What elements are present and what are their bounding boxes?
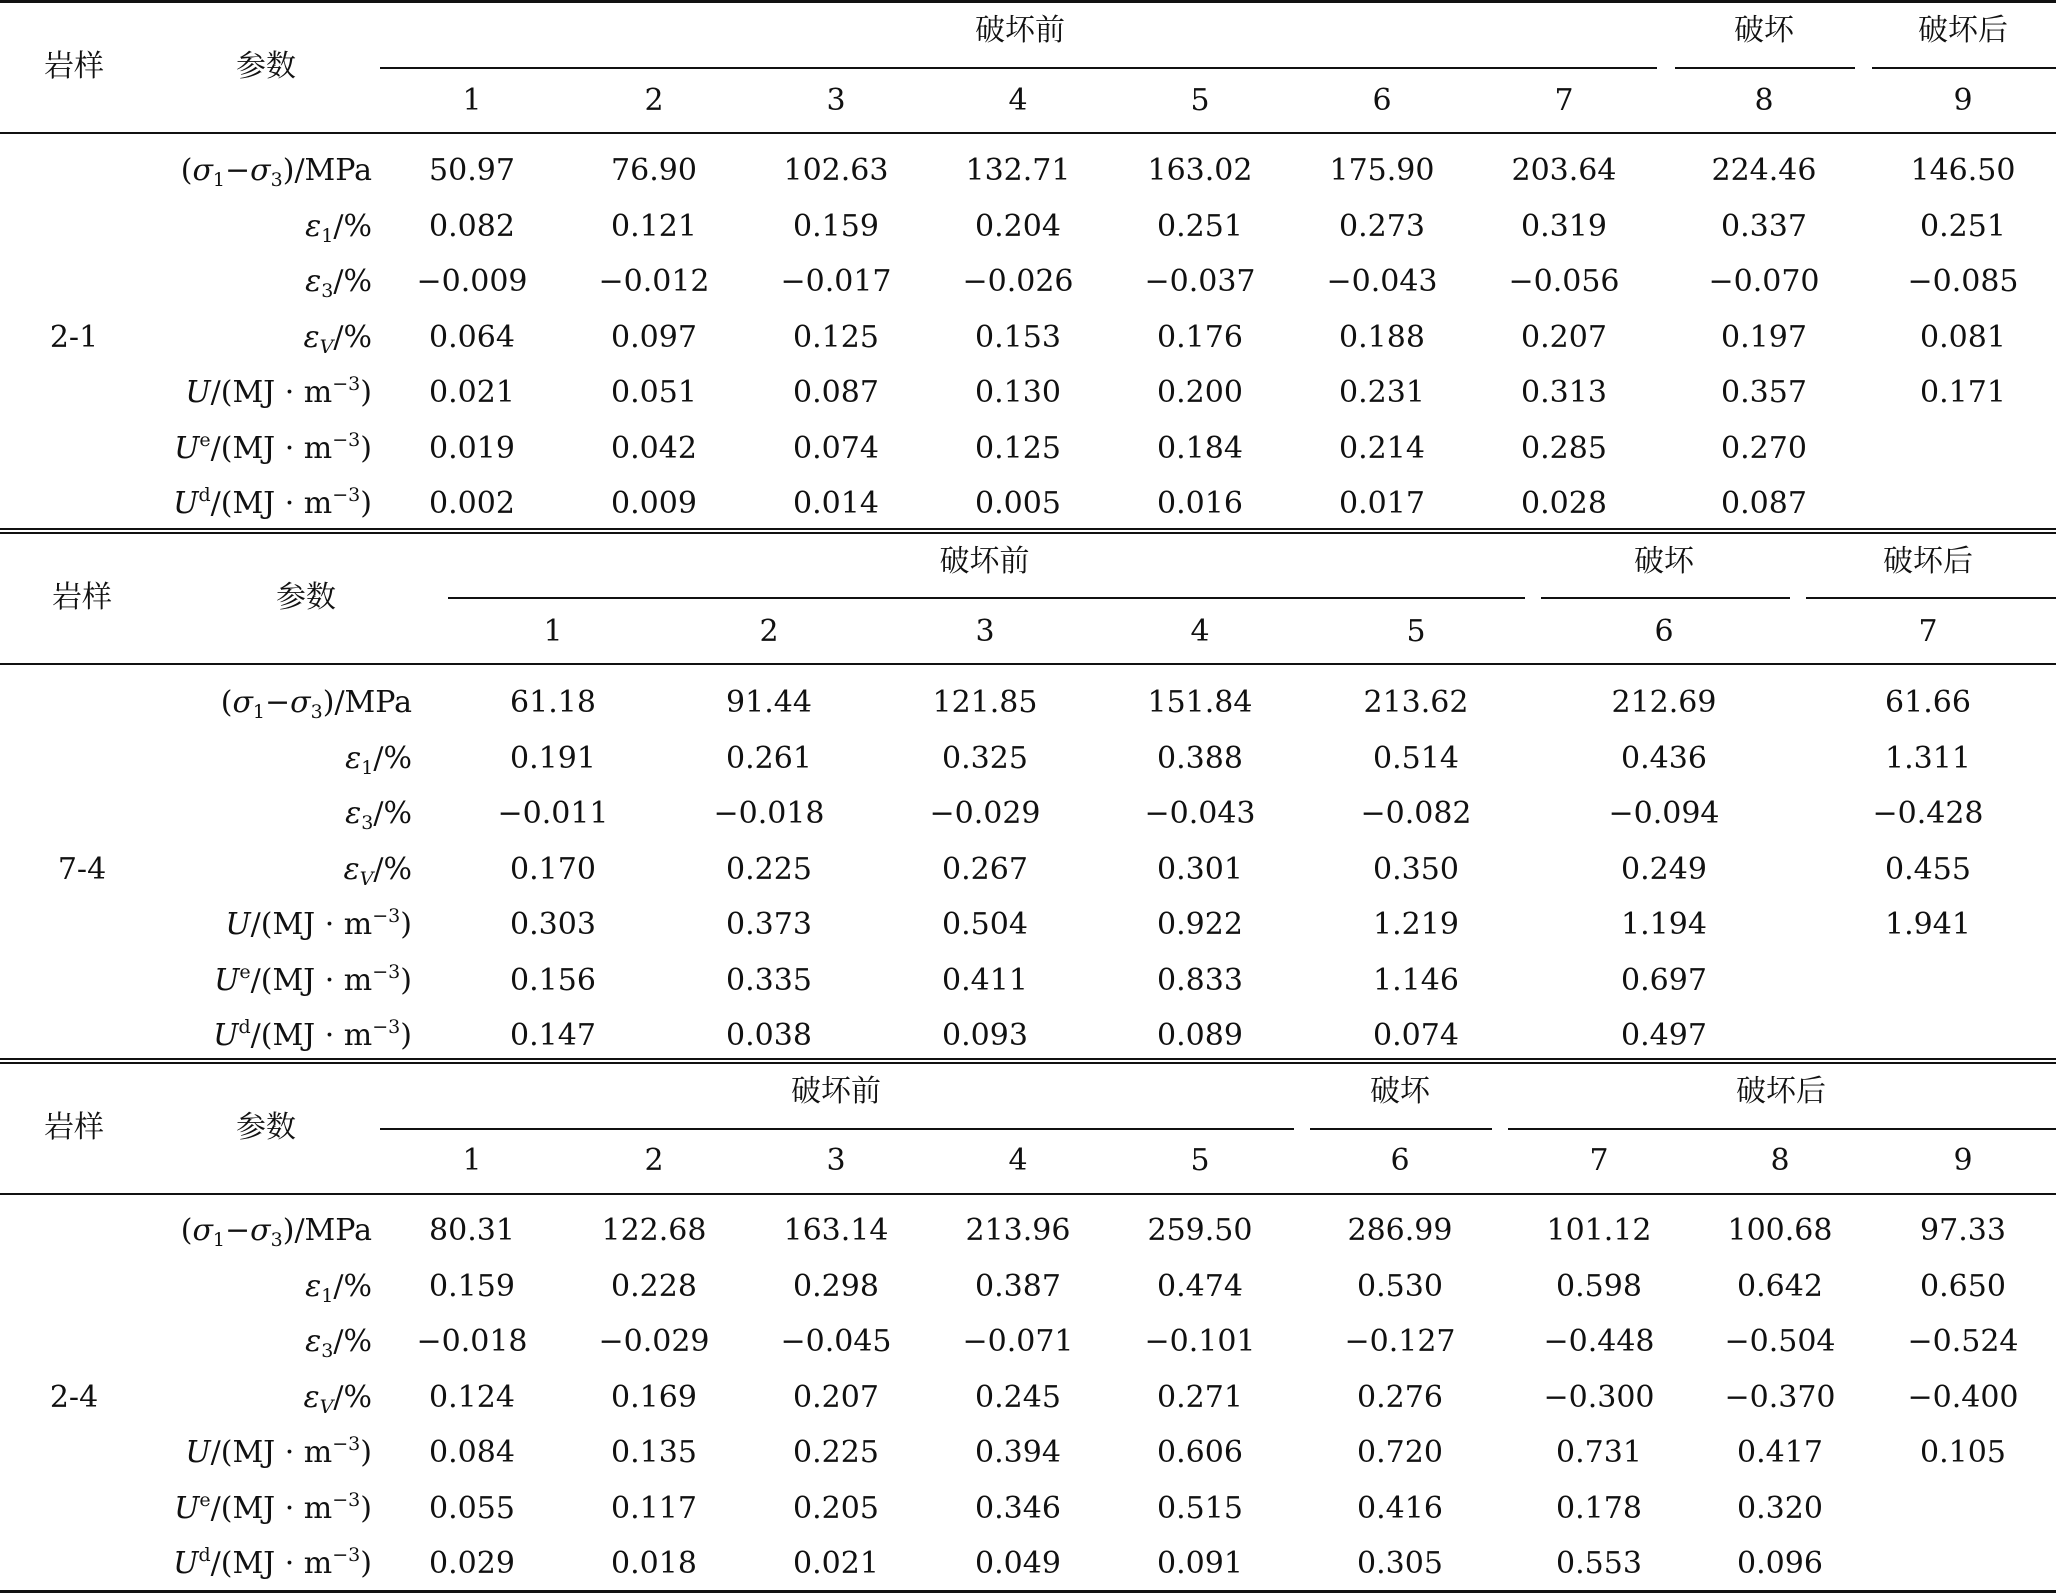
phase-label: 破坏后 — [1883, 544, 1973, 579]
table-cell: 0.249 — [1621, 851, 1707, 887]
param-label: $\varepsilon_1/\%$ — [345, 740, 412, 779]
table-cell: 0.084 — [429, 1435, 515, 1470]
table-cell: 0.171 — [1920, 375, 2006, 410]
table-cell: −0.448 — [1543, 1324, 1655, 1359]
table-cell: 1.219 — [1373, 907, 1459, 942]
table-cell: 0.014 — [793, 486, 879, 521]
table-cell: 213.96 — [965, 1213, 1071, 1248]
column-number: 1 — [543, 614, 563, 649]
table-cell: 50.97 — [429, 153, 515, 188]
column-number: 7 — [1554, 83, 1574, 118]
table-cell: −0.056 — [1508, 264, 1620, 299]
column-number: 9 — [1953, 1143, 1973, 1178]
header-sample: 岩样 — [44, 49, 104, 84]
sample-id: 7-4 — [57, 851, 107, 887]
table-cell: −0.300 — [1543, 1379, 1655, 1415]
table-cell: 1.194 — [1621, 907, 1707, 942]
param-label: $U^e/(MJ \cdot m^{-3})$ — [174, 428, 372, 466]
table-cell: 0.178 — [1556, 1490, 1642, 1526]
table-cell: 0.081 — [1920, 319, 2006, 355]
table-cell: 0.474 — [1157, 1268, 1243, 1304]
table-cell: 0.130 — [975, 375, 1061, 410]
column-number: 6 — [1390, 1143, 1410, 1178]
column-number: 4 — [1008, 83, 1028, 118]
table-cell: 0.074 — [1373, 1018, 1459, 1053]
table-cell: 146.50 — [1910, 153, 2016, 188]
table-cell: 61.66 — [1885, 685, 1971, 720]
param-label: $U/(MJ \cdot m^{-3})$ — [185, 1433, 372, 1470]
table-cell: 0.922 — [1157, 907, 1243, 942]
phase-rule — [1675, 67, 1855, 69]
table-cell: 0.105 — [1920, 1435, 2006, 1470]
phase-label: 破坏 — [1370, 1074, 1430, 1109]
column-number: 7 — [1918, 614, 1938, 649]
table-cell: 0.028 — [1521, 486, 1607, 521]
table-cell: −0.018 — [416, 1324, 528, 1359]
phase-rule — [1872, 67, 2056, 69]
table-cell: 0.436 — [1621, 740, 1707, 776]
table-cell: 0.497 — [1621, 1018, 1707, 1053]
column-number: 6 — [1654, 614, 1674, 649]
header-rule — [0, 1193, 2056, 1195]
column-number: 6 — [1372, 83, 1392, 118]
table-cell: 0.097 — [611, 319, 697, 355]
table-cell: 97.33 — [1920, 1213, 2006, 1248]
table-cell: 0.416 — [1357, 1490, 1443, 1526]
table-cell: 0.117 — [611, 1490, 697, 1526]
phase-rule — [1806, 597, 2056, 599]
param-label: $U^d/(MJ \cdot m^{-3})$ — [173, 484, 372, 521]
table-cell: 0.021 — [429, 375, 515, 410]
table-cell: 0.251 — [1920, 208, 2006, 244]
table-cell: 0.642 — [1737, 1268, 1823, 1304]
table-cell: 80.31 — [429, 1213, 515, 1248]
phase-rule — [380, 1128, 1294, 1130]
table-cell: 0.205 — [793, 1490, 879, 1526]
table-cell: −0.094 — [1608, 796, 1720, 831]
param-label: $\varepsilon_1/\%$ — [305, 208, 372, 247]
table-cell: 0.319 — [1521, 208, 1607, 244]
table-cell: 0.207 — [1521, 319, 1607, 355]
table-cell: −0.029 — [598, 1324, 710, 1359]
table-cell: 0.313 — [1521, 375, 1607, 410]
table-cell: 0.337 — [1721, 208, 1807, 244]
table-cell: 286.99 — [1347, 1213, 1453, 1248]
table-cell: 0.270 — [1721, 430, 1807, 466]
table-cell: 0.394 — [975, 1435, 1061, 1470]
table-cell: 0.387 — [975, 1268, 1061, 1304]
column-number: 4 — [1190, 614, 1210, 649]
table-cell: 0.074 — [793, 430, 879, 466]
table-cell: 122.68 — [601, 1213, 707, 1248]
table-cell: 0.455 — [1885, 851, 1971, 887]
table-cell: −0.400 — [1907, 1379, 2019, 1415]
table-cell: 0.411 — [942, 962, 1028, 998]
phase-rule — [1541, 597, 1790, 599]
table-cell: 0.121 — [611, 208, 697, 244]
table-cell: 0.231 — [1339, 375, 1425, 410]
table-cell: 0.156 — [510, 962, 596, 998]
table-cell: 0.245 — [975, 1379, 1061, 1415]
table-cell: −0.012 — [598, 264, 710, 299]
table-cell: 0.042 — [611, 430, 697, 466]
table-cell: 0.124 — [429, 1379, 515, 1415]
table-cell: 0.049 — [975, 1546, 1061, 1581]
table-cell: 0.650 — [1920, 1268, 2006, 1304]
table-cell: 0.303 — [510, 907, 596, 942]
table-cell: 0.125 — [975, 430, 1061, 466]
table-cell: 0.301 — [1157, 851, 1243, 887]
table-cell: 259.50 — [1147, 1213, 1253, 1248]
table-cell: 0.273 — [1339, 208, 1425, 244]
table-cell: 0.530 — [1357, 1268, 1443, 1304]
table-cell: −0.029 — [929, 796, 1041, 831]
table-cell: 0.325 — [942, 740, 1028, 776]
table-cell: 0.225 — [793, 1435, 879, 1470]
param-label: $U^d/(MJ \cdot m^{-3})$ — [213, 1016, 412, 1053]
table-cell: 212.69 — [1611, 685, 1717, 720]
param-label: $(\sigma_1-\sigma_3)$/MPa — [220, 685, 412, 723]
table-cell: 0.720 — [1357, 1435, 1443, 1470]
table-cell: 0.335 — [726, 962, 812, 998]
table-cell: 0.346 — [975, 1490, 1061, 1526]
phase-label: 破坏 — [1634, 544, 1694, 579]
table-cell: 102.63 — [783, 153, 889, 188]
param-label: $U^e/(MJ \cdot m^{-3})$ — [214, 960, 412, 998]
table-cell: 0.207 — [793, 1379, 879, 1415]
table-bottom-rule — [0, 1590, 2056, 1593]
table-cell: 0.096 — [1737, 1546, 1823, 1581]
table-cell: 0.009 — [611, 486, 697, 521]
table-cell: 0.267 — [942, 851, 1028, 887]
table-cell: 203.64 — [1511, 153, 1617, 188]
table-cell: 0.200 — [1157, 375, 1243, 410]
column-number: 2 — [759, 614, 779, 649]
table-cell: 101.12 — [1546, 1213, 1652, 1248]
table-cell: 0.417 — [1737, 1435, 1823, 1470]
table-cell: 0.082 — [429, 208, 515, 244]
param-label: $\varepsilon_1/\%$ — [305, 1268, 372, 1307]
column-number: 3 — [826, 1143, 846, 1178]
param-label: $U^d/(MJ \cdot m^{-3})$ — [173, 1544, 372, 1581]
table-cell: 0.214 — [1339, 430, 1425, 466]
column-number: 8 — [1770, 1143, 1790, 1178]
table-cell: 0.159 — [793, 208, 879, 244]
column-number: 8 — [1754, 83, 1774, 118]
table-cell: 224.46 — [1711, 153, 1817, 188]
phase-label: 破坏前 — [791, 1074, 881, 1109]
table-cell: 0.005 — [975, 486, 1061, 521]
table-cell: 91.44 — [726, 685, 812, 720]
table-cell: 0.350 — [1373, 851, 1459, 887]
column-number: 5 — [1406, 614, 1426, 649]
table-cell: 163.02 — [1147, 153, 1253, 188]
header-rule — [0, 132, 2056, 134]
phase-label: 破坏前 — [975, 13, 1065, 48]
table-cell: 0.087 — [1721, 486, 1807, 521]
table-cell: 0.176 — [1157, 319, 1243, 355]
header-sample: 岩样 — [52, 580, 112, 615]
table-cell: −0.428 — [1872, 796, 1984, 831]
table-cell: −0.045 — [780, 1324, 892, 1359]
phase-rule — [1310, 1128, 1492, 1130]
table-cell: −0.524 — [1907, 1324, 2019, 1359]
table-cell: 0.515 — [1157, 1490, 1243, 1526]
table-cell: 0.228 — [611, 1268, 697, 1304]
phase-rule — [1508, 1128, 2056, 1130]
table-cell: −0.026 — [962, 264, 1074, 299]
table-cell: 0.159 — [429, 1268, 515, 1304]
table-cell: 0.135 — [611, 1435, 697, 1470]
table-cell: 0.125 — [793, 319, 879, 355]
table-cell: 100.68 — [1727, 1213, 1833, 1248]
table-bottom-rule — [0, 1062, 2056, 1064]
phase-label: 破坏后 — [1736, 1074, 1826, 1109]
table-cell: 61.18 — [510, 685, 596, 720]
table-cell: 0.357 — [1721, 375, 1807, 410]
table-cell: 0.598 — [1556, 1268, 1642, 1304]
table-cell: 0.055 — [429, 1490, 515, 1526]
table-cell: 0.285 — [1521, 430, 1607, 466]
table-cell: −0.085 — [1907, 264, 2019, 299]
column-number: 1 — [462, 83, 482, 118]
table-cell: 0.038 — [726, 1018, 812, 1053]
table-top-rule — [0, 1058, 2056, 1060]
table-cell: 0.271 — [1157, 1379, 1243, 1415]
table-cell: 0.184 — [1157, 430, 1243, 466]
table-cell: 0.504 — [942, 907, 1028, 942]
table-cell: 0.320 — [1737, 1490, 1823, 1526]
table-cell: 213.62 — [1363, 685, 1469, 720]
table-cell: 0.191 — [510, 740, 596, 776]
table-cell: 0.298 — [793, 1268, 879, 1304]
table-cell: 0.017 — [1339, 486, 1425, 521]
table-top-rule — [0, 0, 2056, 3]
header-param: 参数 — [276, 580, 336, 615]
table-cell: −0.011 — [497, 796, 609, 831]
column-number: 9 — [1953, 83, 1973, 118]
header-rule — [0, 663, 2056, 665]
table-cell: −0.018 — [713, 796, 825, 831]
table-cell: −0.101 — [1144, 1324, 1256, 1359]
table-cell: 0.697 — [1621, 962, 1707, 998]
table-cell: −0.043 — [1326, 264, 1438, 299]
table-cell: 0.833 — [1157, 962, 1243, 998]
table-cell: −0.082 — [1360, 796, 1472, 831]
param-label: $(\sigma_1-\sigma_3)$/MPa — [180, 1213, 372, 1251]
table-cell: 0.029 — [429, 1546, 515, 1581]
param-label: $\varepsilon_3/\%$ — [305, 264, 372, 302]
param-label: $U^e/(MJ \cdot m^{-3})$ — [174, 1488, 372, 1526]
table-cell: 0.197 — [1721, 319, 1807, 355]
table-cell: 0.204 — [975, 208, 1061, 244]
header-param: 参数 — [236, 49, 296, 84]
table-bottom-rule — [0, 532, 2056, 534]
param-label: $U/(MJ \cdot m^{-3})$ — [185, 373, 372, 410]
table-cell: −0.017 — [780, 264, 892, 299]
phase-label: 破坏后 — [1918, 13, 2008, 48]
table-cell: 0.225 — [726, 851, 812, 887]
header-sample: 岩样 — [44, 1110, 104, 1145]
header-param: 参数 — [236, 1110, 296, 1145]
param-label: $\varepsilon_3/\%$ — [345, 796, 412, 834]
table-cell: 151.84 — [1147, 685, 1253, 720]
table-cell: −0.370 — [1724, 1379, 1836, 1415]
phase-rule — [448, 597, 1525, 599]
param-label: $U/(MJ \cdot m^{-3})$ — [225, 905, 412, 942]
column-number: 2 — [644, 83, 664, 118]
table-cell: 0.261 — [726, 740, 812, 776]
table-cell: 0.276 — [1357, 1379, 1443, 1415]
table-cell: 163.14 — [783, 1213, 889, 1248]
table-cell: 0.188 — [1339, 319, 1425, 355]
column-number: 5 — [1190, 1143, 1210, 1178]
table-cell: 0.147 — [510, 1018, 596, 1053]
table-cell: 0.093 — [942, 1018, 1028, 1053]
table-cell: 0.514 — [1373, 740, 1459, 776]
table-cell: 0.089 — [1157, 1018, 1243, 1053]
table-cell: 0.051 — [611, 375, 697, 410]
table-cell: −0.070 — [1708, 264, 1820, 299]
column-number: 2 — [644, 1143, 664, 1178]
table-cell: 0.169 — [611, 1379, 697, 1415]
table-cell: −0.009 — [416, 264, 528, 299]
table-cell: 0.091 — [1157, 1546, 1243, 1581]
column-number: 5 — [1190, 83, 1210, 118]
table-cell: 0.731 — [1556, 1435, 1642, 1470]
column-number: 3 — [826, 83, 846, 118]
table-cell: 0.606 — [1157, 1435, 1243, 1470]
table-cell: 175.90 — [1329, 153, 1435, 188]
column-number: 4 — [1008, 1143, 1028, 1178]
table-cell: 0.553 — [1556, 1546, 1642, 1581]
table-cell: −0.043 — [1144, 796, 1256, 831]
param-label: $\varepsilon_V/\%$ — [303, 319, 372, 358]
table-cell: 0.002 — [429, 486, 515, 521]
param-label: $\varepsilon_3/\%$ — [305, 1324, 372, 1362]
sample-id: 2-4 — [49, 1379, 99, 1415]
table-cell: 132.71 — [965, 153, 1071, 188]
table-cell: 1.146 — [1373, 962, 1459, 998]
sample-id: 2-1 — [49, 319, 99, 355]
table-cell: 0.153 — [975, 319, 1061, 355]
table-cell: 0.087 — [793, 375, 879, 410]
column-number: 3 — [975, 614, 995, 649]
table-cell: 76.90 — [611, 153, 697, 188]
table-cell: 0.170 — [510, 851, 596, 887]
table-cell: 121.85 — [932, 685, 1038, 720]
table-cell: 1.941 — [1885, 907, 1971, 942]
column-number: 1 — [462, 1143, 482, 1178]
param-label: $\varepsilon_V/\%$ — [343, 851, 412, 890]
table-cell: 0.016 — [1157, 486, 1243, 521]
param-label: $\varepsilon_V/\%$ — [303, 1379, 372, 1418]
phase-label: 破坏前 — [939, 544, 1030, 579]
table-cell: 0.019 — [429, 430, 515, 466]
table-cell: 0.021 — [793, 1546, 879, 1581]
phase-rule — [380, 67, 1657, 69]
param-label: $(\sigma_1-\sigma_3)$/MPa — [180, 153, 372, 191]
table-top-rule — [0, 528, 2056, 530]
table-cell: 0.373 — [726, 907, 812, 942]
table-cell: −0.037 — [1144, 264, 1256, 299]
table-cell: −0.071 — [962, 1324, 1074, 1359]
table-cell: 0.305 — [1357, 1546, 1443, 1581]
table-cell: 0.064 — [429, 319, 515, 355]
table-cell: −0.504 — [1724, 1324, 1836, 1359]
column-number: 7 — [1589, 1143, 1609, 1178]
table-cell: −0.127 — [1344, 1324, 1456, 1359]
table-cell: 1.311 — [1885, 740, 1971, 776]
table-cell: 0.388 — [1157, 740, 1243, 776]
table-cell: 0.018 — [611, 1546, 697, 1581]
phase-label: 破坏 — [1734, 13, 1794, 48]
table-cell: 0.251 — [1157, 208, 1243, 244]
